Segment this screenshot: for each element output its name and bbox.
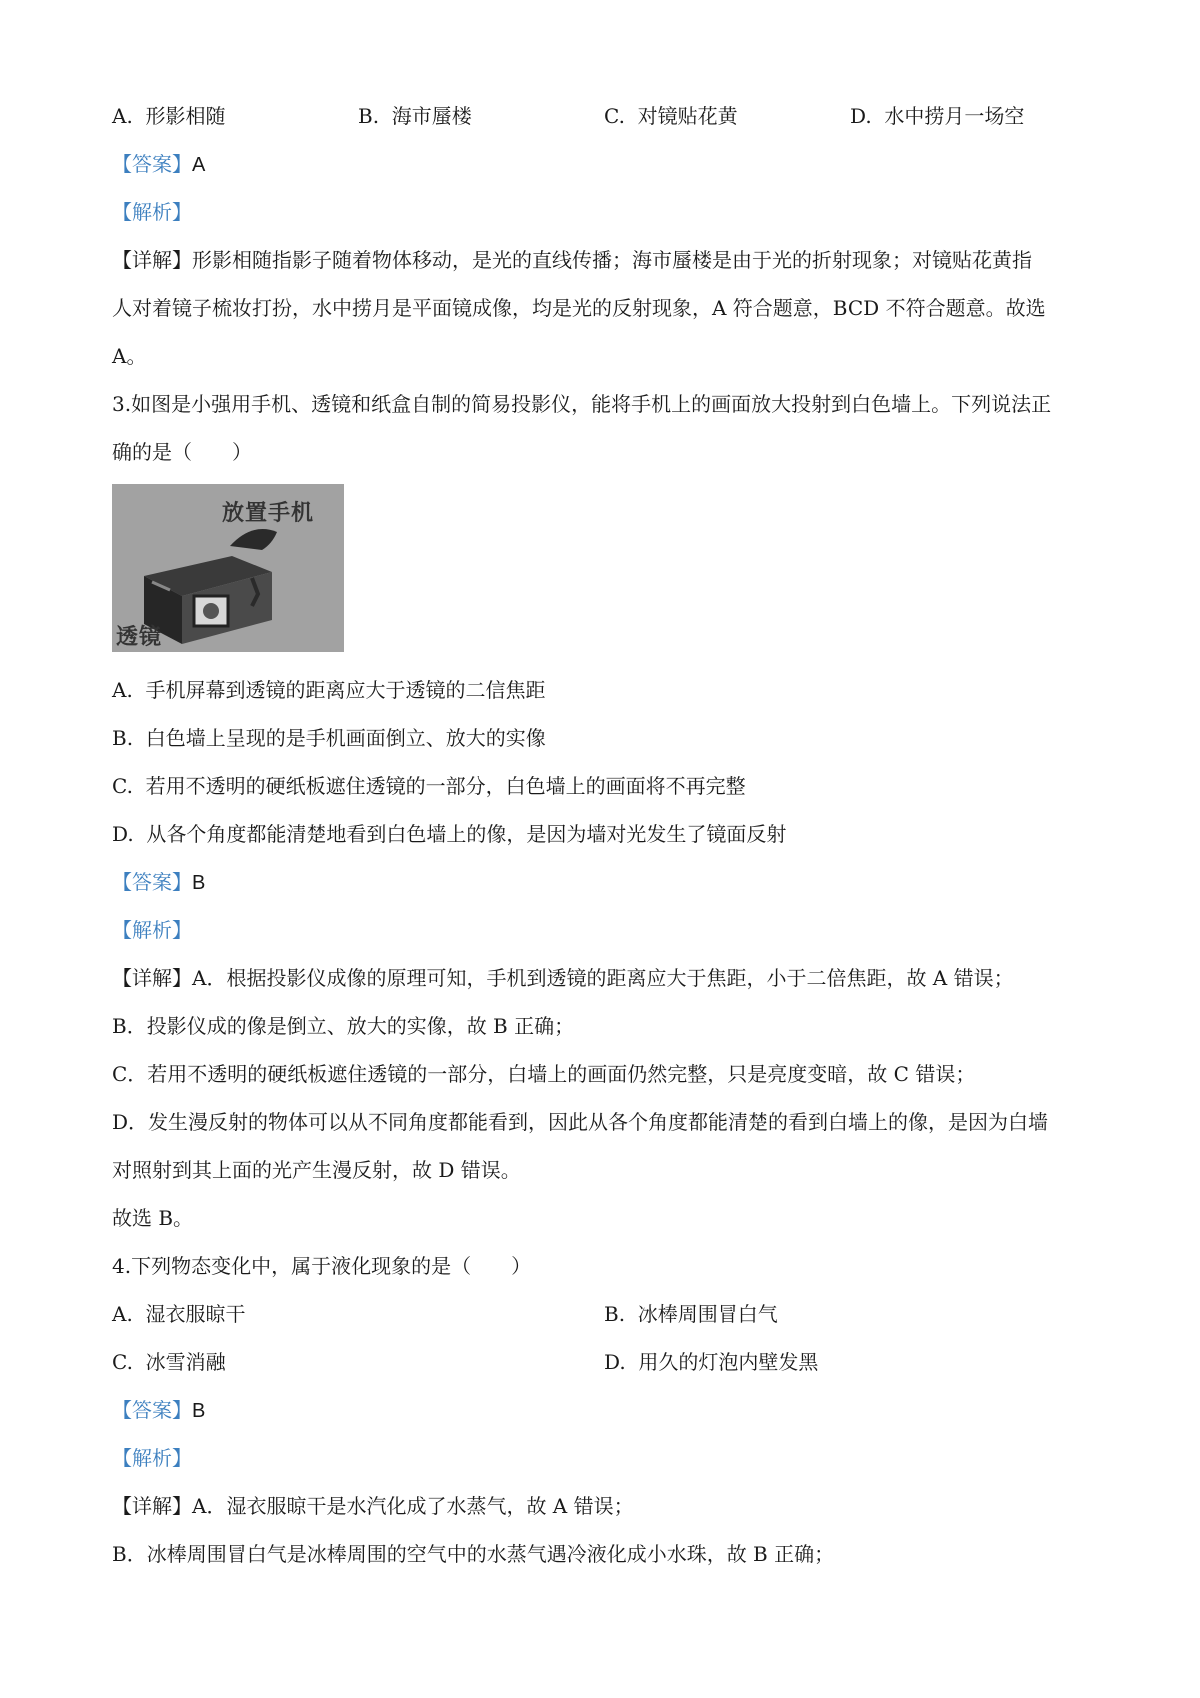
q3-stem-line-2: 确的是（ ） <box>112 440 252 464</box>
q4-stem: 4.下列物态变化中，属于液化现象的是（ ） <box>112 1254 532 1278</box>
q2-analysis-label: 【解析】 <box>112 200 192 224</box>
q4-detail-line-2: B．冰棒周围冒白气是冰棒周围的空气中的水蒸气遇冷液化成小水珠，故 B 正确； <box>112 1542 835 1566</box>
q4-detail-line-1: 【详解】A．湿衣服晾干是水汽化成了水蒸气，故 A 错误； <box>112 1494 634 1518</box>
q3-detail-line-5: 对照射到其上面的光产生漫反射，故 D 错误。 <box>112 1158 521 1182</box>
q3-detail-line-6: 故选 B。 <box>112 1206 194 1230</box>
q2-option-a: A. 形影相随 <box>112 104 226 128</box>
q2-option-c: C. 对镜贴花黄 <box>604 104 738 128</box>
q3-answer: 【答案】B <box>112 870 206 894</box>
projector-figure <box>112 484 344 652</box>
q3-option-d: D. 从各个角度都能清楚地看到白色墙上的像，是因为墙对光发生了镜面反射 <box>112 822 787 846</box>
figure-label-lens: 透镜 <box>116 625 163 650</box>
q3-detail-line-4: D．发生漫反射的物体可以从不同角度都能看到，因此从各个角度都能清楚的看到白墙上的像，是因为白墙 <box>112 1110 1049 1134</box>
q3-detail-line-3: C．若用不透明的硬纸板遮住透镜的一部分，白墙上的画面仍然完整，只是亮度变暗，故 C 错误； <box>112 1062 976 1086</box>
q2-detail-line-2: 人对着镜子梳妆打扮，水中捞月是平面镜成像，均是光的反射现象，A 符合题意，BCD 不符合题意。故选 <box>112 296 1046 320</box>
q3-analysis-label: 【解析】 <box>112 918 192 942</box>
q4-option-a: A. 湿衣服晾干 <box>112 1302 246 1326</box>
q2-option-b: B. 海市蜃楼 <box>358 104 472 128</box>
q4-answer: 【答案】B <box>112 1398 206 1422</box>
q3-option-c: C. 若用不透明的硬纸板遮住透镜的一部分，白色墙上的画面将不再完整 <box>112 774 746 798</box>
q3-detail-line-1: 【详解】A．根据投影仪成像的原理可知，手机到透镜的距离应大于焦距，小于二倍焦距，故 A 错误； <box>112 966 1014 990</box>
q3-option-b: B. 白色墙上呈现的是手机画面倒立、放大的实像 <box>112 726 546 750</box>
q4-option-c: C. 冰雪消融 <box>112 1350 226 1374</box>
q4-option-d: D. 用久的灯泡内壁发黑 <box>604 1350 819 1374</box>
q4-option-b: B. 冰棒周围冒白气 <box>604 1302 778 1326</box>
q3-stem-line-1: 3.如图是小强用手机、透镜和纸盒自制的简易投影仪，能将手机上的画面放大投射到白色墙上。下列说法正 <box>112 392 1052 416</box>
q2-detail-line-1: 【详解】形影相随指影子随着物体移动，是光的直线传播；海市蜃楼是由于光的折射现象；对镜贴花黄指 <box>112 248 1032 272</box>
q3-option-a: A. 手机屏幕到透镜的距离应大于透镜的二信焦距 <box>112 678 546 702</box>
q4-analysis-label: 【解析】 <box>112 1446 192 1470</box>
q2-option-d: D. 水中捞月一场空 <box>850 104 1025 128</box>
q2-detail-line-3: A。 <box>112 344 147 368</box>
q2-answer: 【答案】A <box>112 152 206 176</box>
q3-detail-line-2: B．投影仪成的像是倒立、放大的实像，故 B 正确； <box>112 1014 575 1038</box>
figure-label-phone: 放置手机 <box>222 501 315 526</box>
